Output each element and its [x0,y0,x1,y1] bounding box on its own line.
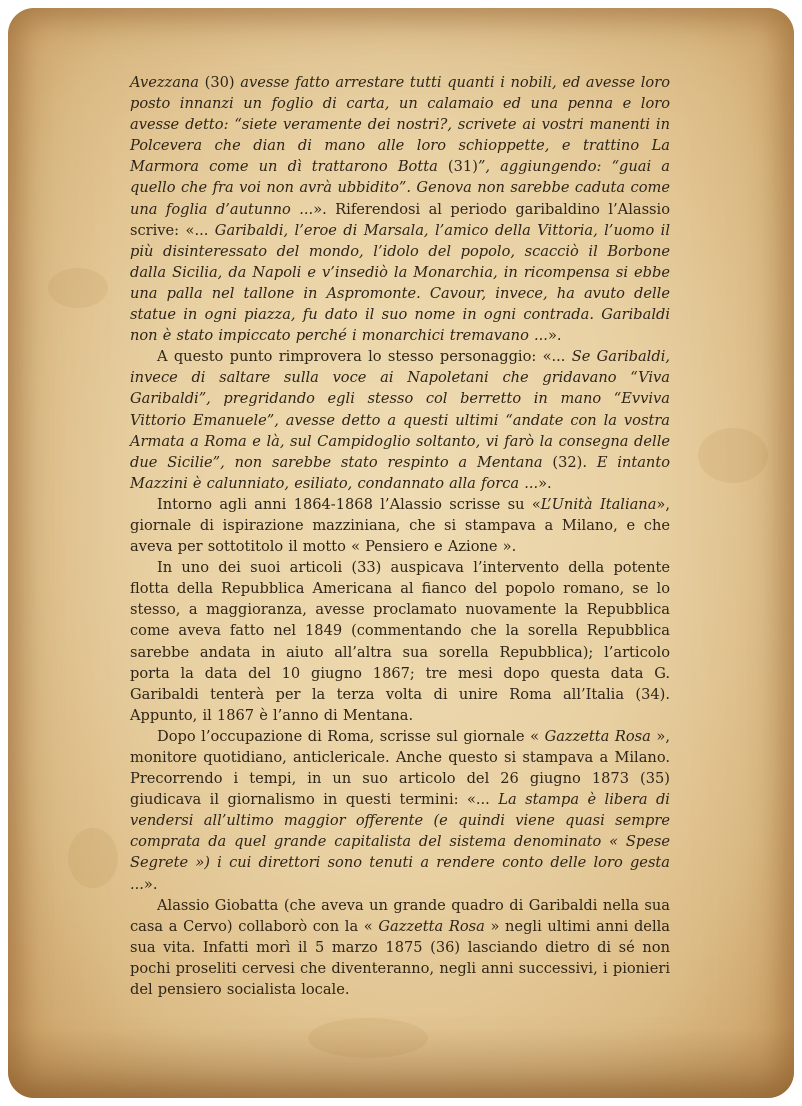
paragraph [130,557,670,726]
paragraph [130,346,670,494]
text-roman: », monitore quotidiano, anticlericale. Anche questo si stampava a Milano. Precorrendo i tempi, in un suo articolo del 26 giugno 1873 (35) giudicava il giornalismo in questi termini: «... [130,727,670,809]
text-roman: Alassio Giobatta (che aveva un grande quadro di Garibaldi nella sua casa a Cervo) collaborò con la « [130,896,670,935]
paper-stain [48,268,108,308]
paragraph [130,726,670,895]
text-roman: » negli ultimi anni della sua vita. Infatti morì il 5 marzo 1875 (36) lasciando dietro di sé non pochi proseliti cervesi che diventeranno, negli anni successivi, i pionieri del pensiero socialista locale. [130,917,670,999]
text-roman: A questo punto rimprovera lo stesso personaggio: «... [157,348,572,366]
text-roman: Intorno agli anni 1864-1868 l’Alassio scrisse su « [157,495,541,513]
document-body [130,72,670,1000]
text-italic: ”, aggiungendo: “guai a quello che fra voi non avrà ubbidito”. Genova non sarebbe caduta come una foglia d’autunno ... [130,158,670,218]
text-italic: L’Unità Italiana [540,495,657,513]
text-roman: In uno dei suoi articoli (33) auspicava l’intervento della potente flotta della Repubblica Americana al fianco del popolo romano, se lo stesso, a maggioranza, avesse proclamato nuovamente la Repubblica come aveva fatto nel 1849 (commentando che la sorella Repubblica sarebbe andata in aiuto all’altra sua sorella Repubblica); l’articolo porta la data del 10 giugno 1867; tre mesi dopo questa data G. Garibaldi tenterà per la terza volta di unire Roma all’Italia (34). Appunto, il 1867 è l’anno di Mentana. [130,559,670,724]
paragraph [130,72,670,346]
text-italic: E intanto Mazzini è calunniato, esiliato, condannato alla forca ... [130,453,670,492]
text-roman: ». [143,875,158,893]
text-roman: ». Riferendosi al periodo garibaldino l’Alassio scrive: «... [130,200,670,239]
paragraph [130,895,670,1000]
text-roman: (32). [542,453,597,471]
text-italic: Gazzetta Rosa [544,727,651,745]
text-italic: Avezzana [130,74,200,91]
text-roman: », giornale di ispirazione mazziniana, che si stampava a Milano, e che aveva per sottotitolo il motto « Pensiero e Azione ». [130,495,670,556]
paper-worn-edge [8,1028,794,1098]
text-roman: (30) [199,74,241,91]
text-italic: La stampa è libera di vendersi all’ultimo maggior offerente (e quindi viene quasi sempre comprata da quel grande capitalista del sistema denominato « Spese Segrete ») i cui direttori sono tenuti a rendere conto delle loro gesta ... [130,791,670,893]
paper-stain [698,428,768,483]
text-roman: (31) [437,158,478,176]
text-roman: ». [538,474,552,492]
text-italic: Se Garibaldi, invece di saltare sulla voce ai Napoletani che gridavano “Viva Garibaldi”, pregridando egli stesso col berretto in mano “Evviva Vittorio Emanuele”, avesse detto a questi ultimi “andate con la vostra Armata a Roma e là, sul Campidoglio soltanto, vi farò la consegna delle due Sicilie”, non sarebbe stato respinto a Mentana [130,348,670,471]
paragraph [130,494,670,557]
text-italic: avesse fatto arrestare tutti quanti i nobili, ed avesse loro posto innanzi un foglio di carta, un calamaio ed una penna e loro avesse detto: “siete veramente dei nostri?, scrivete ai vostri manenti in Polcevera che dian di mano alle loro schioppette, e trattino La Marmora come un dì trattarono Botta [130,74,670,176]
text-italic: Garibaldi, l’eroe di Marsala, l’amico della Vittoria, l’uomo il più disinteressato del mondo, l’idolo del popolo, scacciò il Borbone dalla Sicilia, da Napoli e v’insediò la Monarchia, in ricompensa si ebbe una palla nel tallone in Aspromonte. Cavour, invece, ha avuto delle statue in ogni piazza, fu dato il suo nome in ogni contrada. Garibaldi non è stato impiccato perché i monarchici tremavano ... [130,221,670,345]
text-italic: Gazzetta Rosa [378,917,485,935]
text-roman: Dopo l’occupazione di Roma, scrisse sul giornale « [157,727,545,745]
text-roman: ». [547,327,562,345]
paper-stain [68,828,118,888]
